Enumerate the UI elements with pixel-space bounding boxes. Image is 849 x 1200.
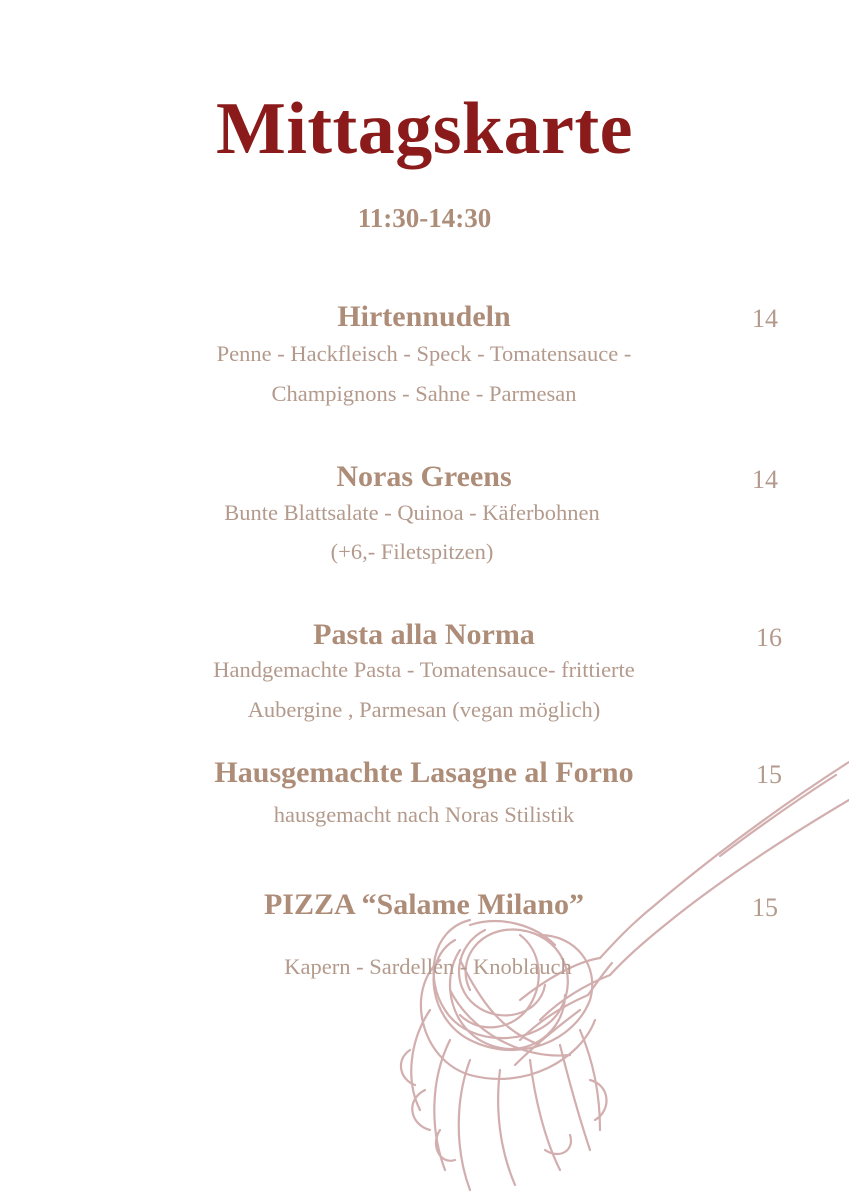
menu-item-price: 15 bbox=[752, 893, 778, 922]
menu-item-name: PIZZA “Salame Milano” bbox=[263, 888, 585, 921]
menu-hours: 11:30-14:30 bbox=[357, 203, 492, 233]
menu-item-description: hausgemacht nach Noras Stilistik bbox=[273, 802, 575, 827]
menu-item-price: 14 bbox=[752, 465, 778, 494]
menu-item-description: Bunte Blattsalate - Quinoa - Käferbohnen bbox=[224, 500, 600, 525]
menu-item-price: 15 bbox=[756, 760, 782, 789]
menu-item-description: Penne - Hackfleisch - Speck - Tomatensauce - bbox=[216, 341, 632, 366]
menu-item-description: Champignons - Sahne - Parmesan bbox=[271, 381, 577, 406]
menu-item-description: (+6,- Filetspitzen) bbox=[330, 539, 494, 564]
menu-item-name: Noras Greens bbox=[336, 460, 512, 493]
menu-item-price: 14 bbox=[752, 304, 778, 333]
menu-title: Mittagskarte bbox=[216, 88, 633, 170]
menu-item-name: Hirtennudeln bbox=[337, 300, 511, 333]
menu-item-price: 16 bbox=[756, 623, 782, 652]
menu-item-name: Pasta alla Norma bbox=[313, 618, 535, 651]
menu-item-description: Handgemachte Pasta - Tomatensauce- frittierte bbox=[213, 657, 635, 682]
menu-item-name: Hausgemachte Lasagne al Forno bbox=[214, 756, 634, 789]
menu-item-description: Kapern - Sardellen - Knoblauch bbox=[284, 954, 572, 979]
menu-item-description: Aubergine , Parmesan (vegan möglich) bbox=[247, 697, 601, 722]
